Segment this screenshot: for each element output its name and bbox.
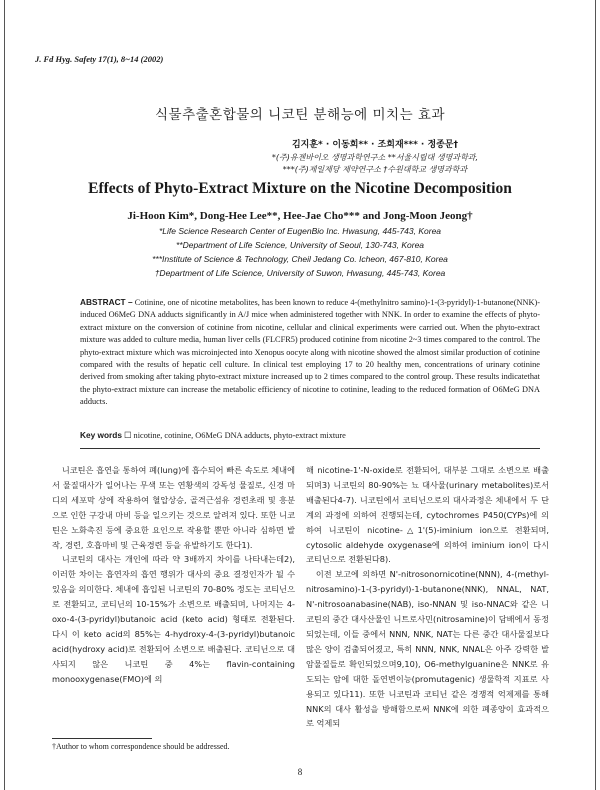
abstract <box>80 296 540 409</box>
journal-citation: J. Fd Hyg. Safety 17(1), 8~14 (2002) <box>35 54 164 64</box>
keywords-label: Key words <box>80 430 122 440</box>
english-affiliation-1: *Life Science Research Center of EugenBio Inc. Hwasung, 445-743, Korea <box>158 226 442 236</box>
abstract-text: Cotinine, one of nicotine metabolites, has been known to reduce 4-(methylnitro samino)-1-(3-pyridyl)-1-butanone(NNK)-induced O6MeG DNA adducts significantly in A/J mice when administered together with NNK. In order to examine the effects of phyto-extract mixture on the conversion of cotinine from nicotine, cellular and clinical experiments were carried out. When the phyto-extract mixture was added to culture media, human liver cells (FLCFR5) produced cotinine from nicotine 2~3 times compared to the control. The phyto-extract mixture which was microinjected into Xenopus oocyte along with nicotine showed the almost similar production of cotinine compared with the results of hepatic cell culture. In clinical test employing 17 to 20 healthy men, concentrations of urinary cotinine derived from smoking after taking phyto-extract mixture increased up to 2 times compared to the control group. These results indicatethat the phyto-extract mixture can increase the metabolic efficiency of nicotine to cotinine, leading to the reduced formation of O6MeG DNA adducts. <box>80 298 540 407</box>
keywords-text: ☐ nicotine, cotinine, O6MeG DNA adducts, phyto-extract mixture <box>124 431 346 440</box>
korean-affiliation-1: *(주)유젠바이오 생명과학연구소 **서울시립대 생명과학과, <box>271 153 479 162</box>
footnote: †Author to whom correspondence should be addressed. <box>52 742 230 751</box>
english-authors: Ji-Hoon Kim*, Dong-Hee Lee**, Hee-Jae Cho*** and Jong-Moon Jeong† <box>127 210 473 222</box>
english-affiliation-2: **Department of Life Science, University of Seoul, 130-743, Korea <box>175 240 425 250</box>
body-paragraph: 니코틴은 흡연을 통하여 폐(lung)에 흡수되어 빠른 속도로 체내에서 물질대사가 일어나는 무색 또는 연황색의 강독성 물질로, 신경 마디의 세포막 상에 작용하여 혈압상승, 골격근섬유 경련초래 및 흥분으로 인한 구강내 마비 등을 일으키는 것으로 알려져 있다. 또한 니코틴은 노화촉진 등에 중요한 요인으로 작용할 뿐만 아니라 심하면 발작, 경련, 호흡마비 및 근육경련 등을 유발하기도 한다1). <box>52 465 295 550</box>
english-affiliation-4: †Department of Life Science, University of Suwon, Hwasung, 445-743, Korea <box>154 268 446 278</box>
korean-title: 식물추출혼합물의 니코틴 분해능에 미치는 효과 <box>155 107 445 123</box>
abstract-label: ABSTRACT – <box>80 297 133 307</box>
keywords-rule <box>80 448 540 449</box>
body-paragraph: 해 nicotine-1'-N-oxide로 전환되어, 대부분 그대로 소변으로 배출되며3) 니코틴의 80-90%는 뇨 대사물(urinary metabolites)로서 배출된다4-7). 니코틴에서 코티닌으로의 대사과정은 체내에서 두 단계의 과정에 의하여 진행되는데, cytochromes P450(CYPs)에 의하여 니코틴이 nicotine-△1'(5)-iminium ion으로 전환되며, cytosolic aldehyde oxygenase에 의하여 iminium ion이 다시 코티닌으로 전환된다8). <box>306 465 549 565</box>
korean-authors: 김지훈* · 이동희** · 조희재*** · 정종문† <box>291 140 459 150</box>
body-column-right <box>306 463 549 731</box>
body-column-left <box>52 463 295 687</box>
korean-affiliation-2: ***(주)제일제당 제약연구소 †수원대학교 생명과학과 <box>282 165 468 174</box>
footnote-rule <box>52 738 152 739</box>
body-paragraph: 이전 보고에 의하면 N'-nitrosonornicotine(NNN), 4-(methyl-nitrosamino)-1-(3-pyridyl)-1-butanone(NNK), NNAL, NAT, N'-nitrosoanabasine(NAB), iso-NNAN 및 iso-NNAC와 같은 니코틴의 중간 대사산물인 니트로사민(nitrosamine)이 담배에서 동정되었는데, 이들 중에서 NNN, NNK, NAT는 다른 중간 대사물질보다 많은 양이 검출되어졌고, 특히 NNN, NNK, NNAL은 아주 강력한 발암물질들로 확인되었으며9,10), O6-methylguanine은 NNK로 유도되는 암에 대한 돌연변이능(promutagenic) 생물학적 지표로 사용되고 있다11). 또한 니코틴과 코티닌 같은 경쟁적 억제제를 통해 NNK의 대사 활성을 방해함으로써 NNK에 의한 폐종양이 효과적으로 억제되 <box>306 569 549 729</box>
english-title: Effects of Phyto-Extract Mixture on the Nicotine Decomposition <box>88 180 512 197</box>
keywords <box>80 430 540 440</box>
body-paragraph: 니코틴의 대사는 개인에 따라 약 3배까지 차이를 나타내는데2), 이러한 차이는 흡연자의 흡연 행위가 대사의 중요 결정인자가 될 수 있음을 의미한다. 체내에 흡입된 니코틴의 70-80% 정도는 코티닌으로 전환되고, 코티닌의 10-15%가 소변으로 배출되며, 나머지는 4-oxo-4-(3-pyridyl)butanoic acid (keto acid) 형태로 전환된다. 다시 이 keto acid의 85%는 4-hydroxy-4-(3-pyridyl)butanoic acid(hydroxy acid)로 전환되어 소변으로 배출된다. 코티닌으로 대사되지 않은 니코틴 중 4%는 flavin-containing monooxygenase(FMO)에 의 <box>52 554 295 684</box>
english-affiliation-3: ***Institute of Science & Technology, Cheil Jedang Co. Icheon, 467-810, Korea <box>152 254 448 264</box>
page-number: 8 <box>297 767 303 777</box>
